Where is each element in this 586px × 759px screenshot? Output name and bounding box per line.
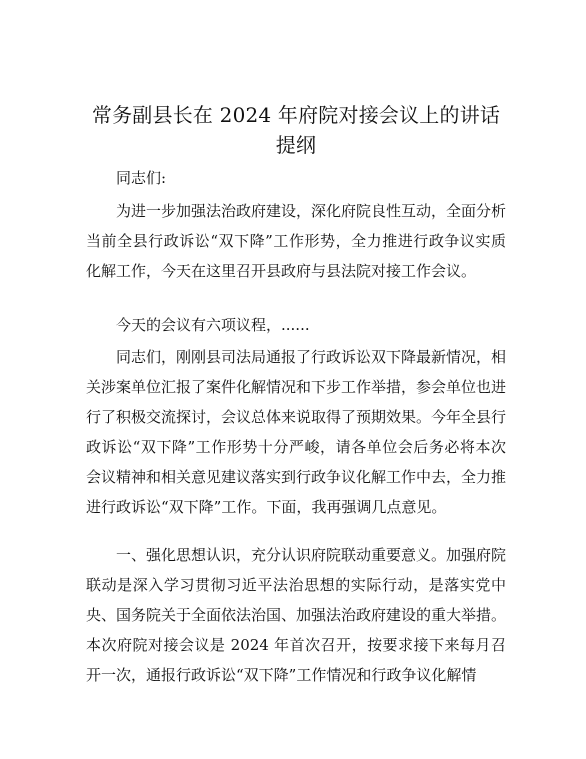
paragraph-summary: 同志们，刚刚县司法局通报了行政诉讼双下降最新情况，相关涉案单位汇报了案件化解情况和下步工作举措，参会单位也进行了积极交流探讨，会议总体来说取得了预期效果。今年全县行政诉讼“双下降”工作形势十分严峻，请各单位会后务必将本次会议精神和相关意见建议落实到行政争议化解工作中去，全力推进行政诉讼“双下降”工作。下面，我再强调几点意见。 [86,348,507,516]
salutation: 同志们: [116,169,167,187]
paragraph-agenda: 今天的会议有六项议程，...... [116,316,310,334]
paragraph-point-one: 一、强化思想认识，充分认识府院联动重要意义。加强府院联动是深入学习贯彻习近平法治思想的实际行动，是落实党中央、国务院关于全面依法治国、加强法治政府建设的重大举措。本次府院对接会议是 2024 年首次召开，按要求接下来每月召开一次，通报行政诉讼“双下降”工作情况和行政争议化解情 [86,546,507,684]
document-title: 常务副县长在 2024 年府院对接会议上的讲话提纲 [91,103,501,157]
paragraph-intro: 为进一步加强法治政府建设，深化府院良性互动，全面分析当前全县行政诉讼“双下降”工作形势，全力推进行政争议实质化解工作，今天在这里召开县政府与县法院对接工作会议。 [86,202,507,280]
